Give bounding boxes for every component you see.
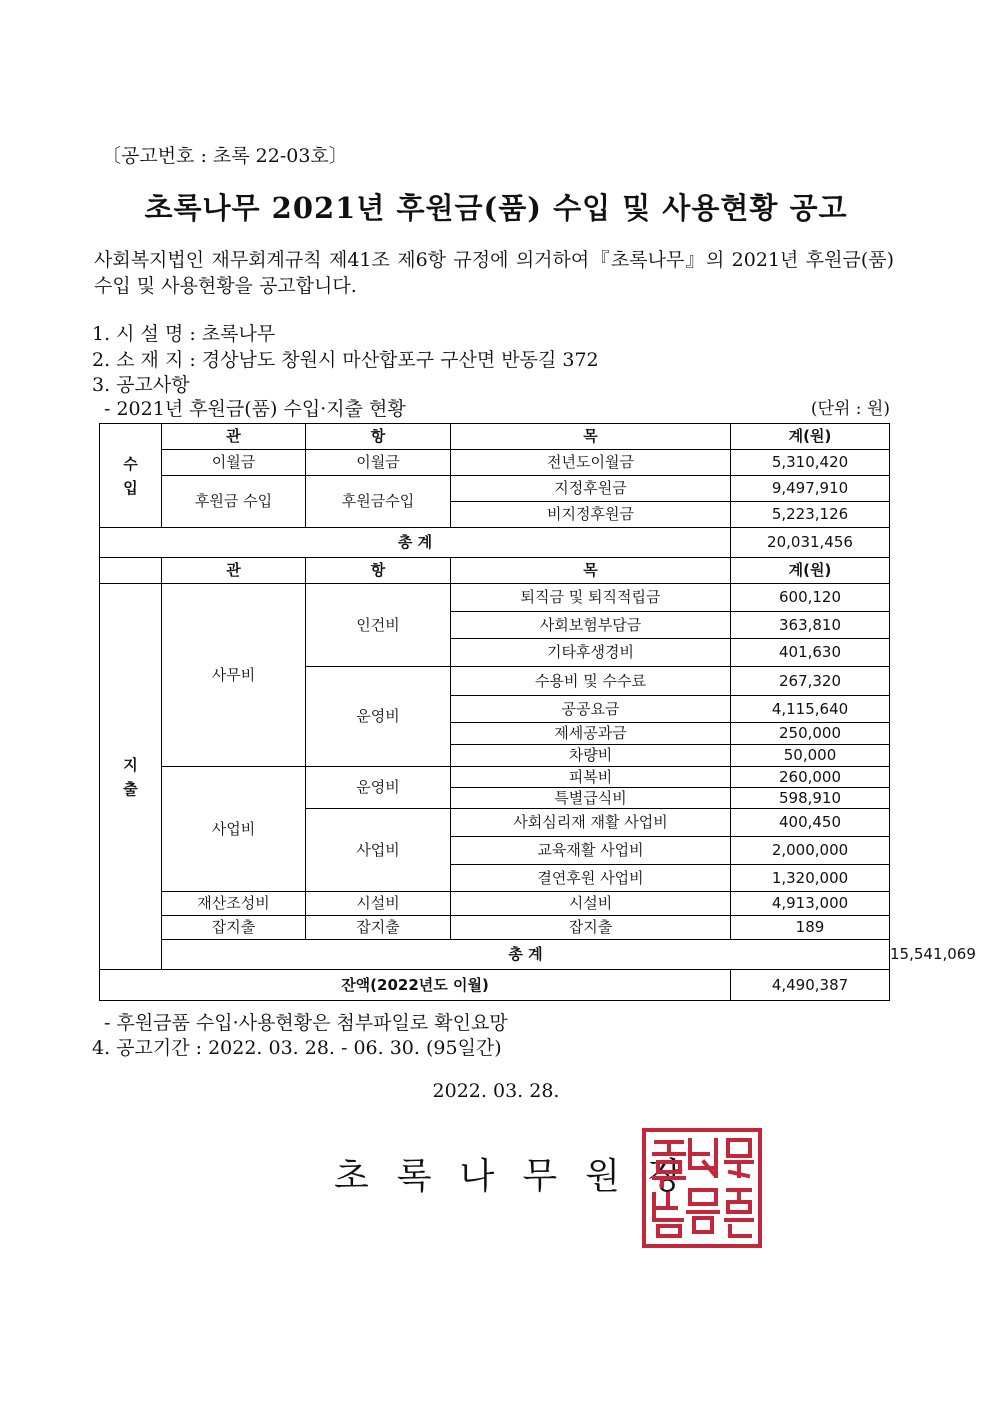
income-label: 수 입 — [100, 424, 162, 528]
table-cell: 50,000 — [731, 745, 890, 767]
table-cell: 189 — [731, 916, 890, 940]
header-hang: 항 — [306, 558, 451, 584]
table-cell — [100, 558, 162, 584]
table-cell: 시설비 — [306, 892, 451, 916]
table-cell: 전년도이월금 — [451, 450, 731, 476]
table-cell: 이월금 — [162, 450, 306, 476]
table-cell: 사업비 — [162, 767, 306, 892]
table-cell: 260,000 — [731, 767, 890, 788]
intro-paragraph: 사회복지법인 재무회계규칙 제41조 제6항 규정에 의거하여『초록나무』의 2021년 후원금(품) 수입 및 사용현황을 공고합니다. — [94, 249, 894, 297]
table-cell: 수용비 및 수수료 — [451, 667, 731, 696]
table-cell: 운영비 — [306, 767, 451, 809]
footnote: - 후원금품 수입·사용현황은 첨부파일로 확인요망 — [104, 1012, 508, 1034]
item-sub: - 2021년 후원금(품) 수입·지출 현황 — [104, 398, 406, 420]
table-cell: 퇴직금 및 퇴직적립금 — [451, 584, 731, 612]
table-cell: 1,320,000 — [731, 865, 890, 892]
table-cell: 인건비 — [306, 584, 451, 667]
table-cell: 9,497,910 — [731, 476, 890, 502]
table-cell: 재산조성비 — [162, 892, 306, 916]
table-cell: 비지정후원금 — [451, 502, 731, 528]
table-cell: 후원금수입 — [306, 476, 451, 528]
table-cell: 시설비 — [451, 892, 731, 916]
finance-table: 수 입 관 항 목 계(원) 이월금 이월금 전년도이월금 5,310,420 후원금 수입 후원금수입 지정후원금 9,497,910 비지정후원금 5,223,126 총 계 20,031,456 관 항 목 계(원) 지 출 사무비 인건비 퇴직금 및 퇴직적립금 600,120 사회보험부담금 363,810 기타후생경비 401,630 운영비 수용비 및 수수료 267,320 공공요금 4,115,640 제세공과금 250,000 차량비 50,000 사업비 운영비 피복비 260,000 특별급식비 598,910 사업비 사회심리재 재활 사업비 400,450 교육재활 사업비 2,000,000 결연후원 사업비 1,320,000 재산조성비 시설비 시설비 4,913,000 잡지출 잡지출 잡지출 189 총 계 15,541,069 잔액(2022년도 이월) 4,490,387 — [99, 423, 890, 1001]
table-cell: 사회심리재 재활 사업비 — [451, 809, 731, 837]
table-cell: 5,223,126 — [731, 502, 890, 528]
table-cell: 지정후원금 — [451, 476, 731, 502]
item-notice: 3. 공고사항 — [92, 374, 190, 396]
table-cell: 결연후원 사업비 — [451, 865, 731, 892]
notice-number: 〔공고번호 : 초록 22-03호〕 — [102, 145, 348, 167]
table-cell: 2,000,000 — [731, 837, 890, 865]
header-mok: 목 — [451, 558, 731, 584]
table-cell: 기타후생경비 — [451, 639, 731, 667]
item-location: 2. 소 재 지 : 경상남도 창원시 마산합포구 구산면 반동길 372 — [92, 349, 599, 371]
table-cell: 250,000 — [731, 723, 890, 745]
table-cell: 267,320 — [731, 667, 890, 696]
header-amount: 계(원) — [731, 424, 890, 450]
table-cell: 598,910 — [731, 788, 890, 809]
table-cell: 600,120 — [731, 584, 890, 612]
table-cell: 잡지출 — [451, 916, 731, 940]
table-cell: 공공요금 — [451, 696, 731, 723]
table-cell: 피복비 — [451, 767, 731, 788]
table-cell: 363,810 — [731, 612, 890, 639]
unit-label: (단위 : 원) — [810, 399, 890, 419]
table-cell: 후원금 수입 — [162, 476, 306, 528]
official-seal-icon — [642, 1128, 762, 1248]
table-cell: 운영비 — [306, 667, 451, 767]
header-gwan: 관 — [162, 558, 306, 584]
table-cell: 4,115,640 — [731, 696, 890, 723]
balance-label: 잔액(2022년도 이월) — [100, 970, 731, 1001]
income-total-label: 총 계 — [100, 528, 731, 558]
table-cell: 이월금 — [306, 450, 451, 476]
table-cell: 400,450 — [731, 809, 890, 837]
page-title: 초록나무 2021년 후원금(품) 수입 및 사용현황 공고 — [144, 191, 848, 225]
table-cell: 사무비 — [162, 584, 306, 767]
table-cell: 401,630 — [731, 639, 890, 667]
signatory-name: 초록나무원장 — [334, 1156, 711, 1197]
income-total-amount: 20,031,456 — [731, 528, 890, 558]
header-gwan: 관 — [162, 424, 306, 450]
table-cell: 제세공과금 — [451, 723, 731, 745]
item-facility: 1. 시 설 명 : 초록나무 — [92, 323, 276, 345]
table-cell: 사업비 — [306, 809, 451, 892]
expense-label: 지 출 — [100, 584, 162, 970]
table-cell: 잡지출 — [306, 916, 451, 940]
notice-period: 4. 공고기간 : 2022. 03. 28. - 06. 30. (95일간) — [92, 1037, 502, 1059]
table-cell: 잡지출 — [162, 916, 306, 940]
table-cell: 차량비 — [451, 745, 731, 767]
signature-date: 2022. 03. 28. — [432, 1080, 560, 1102]
table-cell: 교육재활 사업비 — [451, 837, 731, 865]
header-hang: 항 — [306, 424, 451, 450]
table-cell: 5,310,420 — [731, 450, 890, 476]
balance-amount: 4,490,387 — [731, 970, 890, 1001]
header-mok: 목 — [451, 424, 731, 450]
header-amount: 계(원) — [731, 558, 890, 584]
table-cell: 4,913,000 — [731, 892, 890, 916]
table-cell: 특별급식비 — [451, 788, 731, 809]
table-cell: 사회보험부담금 — [451, 612, 731, 639]
expense-total-label: 총 계 — [162, 940, 890, 970]
